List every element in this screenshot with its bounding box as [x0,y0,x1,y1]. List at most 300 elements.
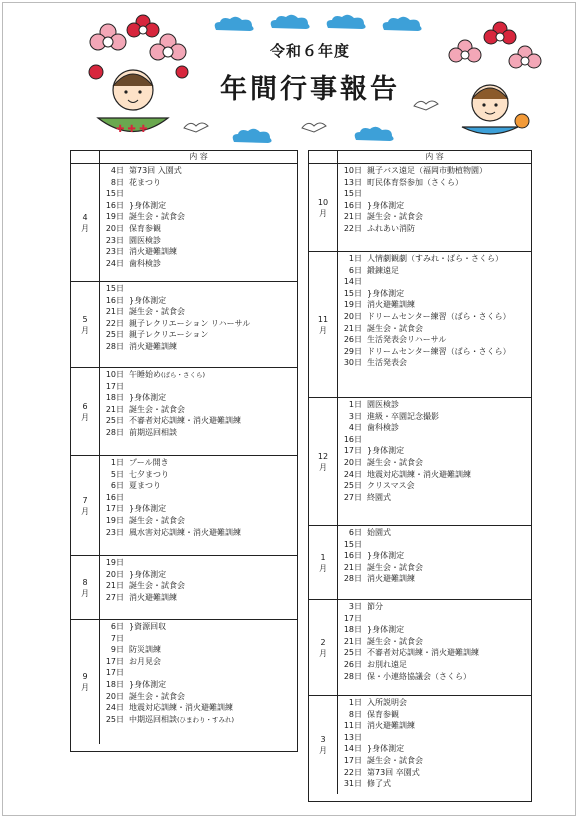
event-row [338,767,531,779]
event-text: 不審者対応訓練・消火避難訓練 [367,648,479,658]
event-text: 進級・卒園記念撮影 [367,411,439,421]
event-row [338,613,531,625]
event-text: 親子レクリエーション リハーサル [129,318,251,328]
month-label: 3 月 [309,696,338,794]
event-date: 15日 [105,284,124,293]
event-date: 21日 [343,562,362,572]
cloud-icon [378,14,426,34]
table-header: 内 容 [425,152,444,161]
event-row [100,258,297,270]
event-date: 19日 [105,212,124,222]
event-row [100,369,297,381]
event-row [338,732,531,744]
event-date: 21日 [105,307,124,317]
event-row [100,492,297,504]
event-date: 14日 [343,277,362,287]
event-date: 28日 [343,671,362,681]
event-date: 27日 [105,592,124,602]
event-date: 8日 [110,177,124,187]
month-label: 12 月 [309,398,338,525]
event-row [100,306,297,318]
event-row [338,165,531,177]
event-date: 28日 [343,574,362,584]
event-date: 10日 [343,166,362,175]
svg-text:✚ ✚ ✚: ✚ ✚ ✚ [116,124,148,135]
event-date: 20日 [343,311,362,321]
month-label: 10 月 [309,164,338,251]
event-date: 21日 [105,404,124,414]
event-list [338,526,531,599]
event-row [338,253,531,265]
event-row [100,580,297,592]
event-text [126,667,129,679]
month-block [309,696,531,794]
event-row [100,235,297,247]
month-block [71,456,297,556]
event-date: 19日 [105,558,124,567]
event-row [100,223,297,235]
event-text [126,381,129,393]
event-row [338,323,531,335]
event-text [126,633,129,645]
event-date: 9日 [110,645,124,655]
event-text: 節分 [367,602,383,611]
event-text: 七夕まつり [129,469,169,479]
event-text: 風水害対応訓練・消火避難訓練 [129,527,241,537]
event-text: 歯科検診 [367,423,399,433]
month-block [309,164,531,252]
bird-icon [182,118,210,136]
event-text: 誕生会・試食会 [129,581,185,591]
event-date: 26日 [343,335,362,345]
event-row [338,624,531,636]
event-date: 28日 [105,427,124,437]
event-row [100,457,297,469]
cloud-icon [210,14,258,34]
flower-icon [127,15,159,37]
event-row [338,188,531,200]
event-text: }身体測定 [367,551,405,561]
event-row [338,211,531,223]
month-block [309,600,531,696]
event-row [338,573,531,585]
flower-icon [449,40,481,62]
event-date: 17日 [343,755,362,765]
event-text: ドリームセンター練習（ばら・さくら） [367,346,511,356]
event-date: 25日 [343,648,362,658]
event-text: 夏まつり [129,481,161,491]
event-date: 22日 [343,767,362,777]
event-date: 21日 [343,636,362,646]
event-row [100,246,297,258]
event-row [100,381,297,393]
event-date: 15日 [343,288,362,298]
event-text: プール開き [129,458,169,467]
event-text: 地震対応訓練・消火避難訓練 [129,703,233,713]
event-date: 31日 [343,779,362,789]
event-row [100,177,297,189]
event-row [100,295,297,307]
event-row [338,539,531,551]
event-row [338,562,531,574]
month-block [309,398,531,526]
left-calendar-table [70,150,298,752]
event-row [100,633,297,645]
event-row [100,469,297,481]
bird-icon [300,118,328,136]
month-label: 7 月 [71,456,100,555]
event-text: 終園式 [367,492,391,502]
event-date: 17日 [105,656,124,666]
event-date: 15日 [343,539,362,549]
event-text [364,732,367,744]
event-list [100,164,297,281]
event-row [338,434,531,446]
event-row [338,469,531,481]
event-date: 23日 [105,247,124,257]
event-row [100,656,297,668]
event-text: 前期巡回相談 [129,427,177,437]
event-date: 4日 [110,166,124,175]
event-text: 消火避難訓練 [367,574,415,584]
event-text: 親子バス遠足（福岡市動植物園） [367,166,487,175]
event-date: 19日 [105,515,124,525]
event-text [364,188,367,200]
event-text: 花まつり [129,177,161,187]
event-list [338,600,531,695]
event-row [338,422,531,434]
event-text: }身体測定 [129,679,167,689]
event-row [100,679,297,691]
event-row [338,346,531,358]
month-block [309,252,531,398]
right-calendar-table [308,150,532,802]
event-date: 3日 [348,411,362,421]
cloud-icon [322,12,370,32]
event-date: 17日 [105,668,124,678]
event-date: 23日 [105,235,124,245]
event-text: 親子レクリエーション [129,330,209,340]
flower-icon [90,24,126,50]
event-text [364,434,367,446]
event-text: 消火避難訓練 [129,247,177,257]
event-date: 25日 [105,714,124,724]
event-list [338,398,531,525]
event-text: }身体測定 [129,393,167,403]
event-row [100,667,297,679]
event-text [364,613,367,625]
event-date: 1日 [348,254,362,263]
event-row [338,334,531,346]
event-text: 始園式 [367,528,391,537]
event-date: 24日 [343,469,362,479]
event-text: 不審者対応訓練・消火避難訓練 [129,416,241,426]
event-text: 鍛錬遠足 [367,265,399,275]
event-text: }身体測定 [129,295,167,305]
event-text: 消火避難訓練 [129,341,177,351]
event-date: 24日 [105,258,124,268]
event-date: 23日 [105,527,124,537]
event-text: }資源回収 [129,622,167,631]
event-text: 午睡始め(ばら・さくら) [129,370,206,379]
event-text: 園医検診 [129,235,161,245]
page-title: 年間行事報告 [220,74,400,105]
event-date: 25日 [343,481,362,491]
event-row [100,691,297,703]
event-row [338,527,531,539]
event-row [338,601,531,613]
event-row [100,621,297,633]
event-text: }身体測定 [129,200,167,210]
event-row [338,743,531,755]
event-text: 誕生会・試食会 [129,515,185,525]
flower-icon [509,46,541,68]
event-date: 27日 [343,492,362,502]
event-text [126,492,129,504]
event-row [338,480,531,492]
event-row [100,557,297,569]
event-row [100,644,297,656]
event-row [100,341,297,353]
event-date: 21日 [343,323,362,333]
event-text: 誕生会・試食会 [367,562,423,572]
event-text [126,283,129,295]
event-row [100,503,297,515]
event-text: 消火避難訓練 [129,592,177,602]
event-row [338,299,531,311]
event-text: 地震対応訓練・消火避難訓練 [367,469,471,479]
event-text: 誕生会・試食会 [367,212,423,222]
event-date: 1日 [348,400,362,409]
event-date: 17日 [343,613,362,623]
flower-icon [484,22,516,44]
event-date: 22日 [343,223,362,233]
event-date: 1日 [348,698,362,707]
event-list [100,282,297,367]
event-date: 16日 [105,200,124,210]
event-text: }身体測定 [367,744,405,754]
event-row [100,714,297,726]
event-text: }身体測定 [367,625,405,635]
event-text: 誕生会・試食会 [129,404,185,414]
event-text: 誕生会・試食会 [129,212,185,222]
event-date: 20日 [105,691,124,701]
event-text: 誕生会・試食会 [367,755,423,765]
event-row [100,480,297,492]
cloud-icon [350,124,398,144]
event-row [338,223,531,235]
event-row [338,276,531,288]
flower-icon [150,34,186,60]
event-note: (ばら・さくら) [161,371,206,379]
event-date: 6日 [110,481,124,491]
cloud-icon [266,12,314,32]
event-date: 3日 [348,602,362,611]
event-text: 修了式 [367,779,391,789]
event-date: 4日 [348,423,362,433]
event-date: 25日 [105,330,124,340]
event-row [338,288,531,300]
event-list [338,252,531,397]
event-row [100,569,297,581]
event-text: 防災訓練 [129,645,161,655]
month-label: 9 月 [71,620,100,744]
event-row [100,702,297,714]
event-text: 保育参観 [367,709,399,719]
table-header-row [71,151,297,164]
event-date: 16日 [105,295,124,305]
event-list [338,696,531,794]
event-text: 町民体育祭参加（さくら） [367,177,463,187]
event-text: ドリームセンター練習（ばら・さくら） [367,311,511,321]
event-row [100,165,297,177]
event-row [338,200,531,212]
event-date: 17日 [105,504,124,514]
event-row [338,177,531,189]
month-block [71,620,297,744]
event-date: 20日 [105,569,124,579]
month-block [71,368,297,456]
event-text: 誕生会・試食会 [129,307,185,317]
event-date: 14日 [343,744,362,754]
event-text: }身体測定 [129,504,167,514]
event-date: 26日 [343,659,362,669]
event-text: 歯科検診 [129,258,161,268]
event-date: 13日 [343,177,362,187]
event-text [126,188,129,200]
event-date: 29日 [343,346,362,356]
event-row [100,527,297,539]
event-note: (ひまわり・すみれ) [177,715,235,724]
month-label: 8 月 [71,556,100,619]
event-text: }身体測定 [129,569,167,579]
event-date: 17日 [105,381,124,391]
event-row [338,647,531,659]
event-text: クリスマス会 [367,481,415,491]
event-text: お別れ遠足 [367,659,407,669]
event-row [338,357,531,369]
event-date: 6日 [348,528,362,537]
event-row [338,457,531,469]
event-text: 人情劇観劇（すみれ・ばら・さくら） [367,254,503,263]
event-row [100,415,297,427]
event-row [338,550,531,562]
month-label: 11 月 [309,252,338,397]
event-text: 生活発表会 [367,358,407,368]
boy-balloon-illustration [440,15,550,140]
month-label: 6 月 [71,368,100,455]
event-list [100,456,297,555]
event-row [100,283,297,295]
month-label: 1 月 [309,526,338,599]
event-row [100,188,297,200]
event-text [364,276,367,288]
event-text: お月見会 [129,656,161,666]
event-date: 18日 [105,393,124,403]
event-text: 消火避難訓練 [367,721,415,731]
event-date: 16日 [343,434,362,444]
month-block [309,526,531,600]
event-date: 8日 [348,709,362,719]
month-label: 5 月 [71,282,100,367]
event-row [100,329,297,341]
month-label: 2 月 [309,600,338,695]
event-text: 入所説明会 [367,698,407,707]
event-row [100,404,297,416]
event-list [100,556,297,619]
event-row [338,399,531,411]
event-date: 16日 [105,492,124,502]
event-row [338,697,531,709]
table-header: 内 容 [189,152,208,161]
event-row [338,671,531,683]
event-date: 18日 [105,679,124,689]
event-text: }身体測定 [367,288,405,298]
event-text: 第73回 卒園式 [367,767,420,777]
event-date: 7日 [110,633,124,643]
event-text: }身体測定 [367,200,405,210]
event-row [100,392,297,404]
event-row [100,211,297,223]
event-date: 20日 [343,457,362,467]
event-list [100,620,297,744]
event-list [338,164,531,251]
title-block [210,40,410,106]
page-subtitle: 令和６年度 [269,42,350,60]
event-text [126,557,129,569]
event-date: 28日 [105,341,124,351]
event-row [338,709,531,721]
event-row [338,659,531,671]
event-date: 21日 [105,581,124,591]
event-text: ふれあい消防 [367,223,415,233]
event-date: 16日 [343,200,362,210]
event-row [100,515,297,527]
event-row [338,265,531,277]
event-date: 6日 [110,622,124,631]
event-row [338,636,531,648]
event-date: 30日 [343,358,362,368]
event-text: 消火避難訓練 [367,300,415,310]
event-row [100,592,297,604]
event-text: 中期巡回相談(ひまわり・すみれ) [129,714,235,724]
event-date: 15日 [105,189,124,199]
event-date: 24日 [105,703,124,713]
table-header-row [309,151,531,164]
bird-icon [412,96,440,114]
event-text: 誕生会・試食会 [367,636,423,646]
event-date: 22日 [105,318,124,328]
event-date: 15日 [343,189,362,199]
event-text: 園医検診 [367,400,399,409]
event-date: 16日 [343,551,362,561]
event-text: 誕生会・試食会 [367,323,423,333]
month-label: 4 月 [71,164,100,281]
event-row [100,200,297,212]
event-date: 5日 [110,469,124,479]
event-row [100,427,297,439]
event-row [338,311,531,323]
event-row [338,755,531,767]
month-block [71,282,297,368]
event-text: 保育参観 [129,223,161,233]
event-text: 誕生会・試食会 [367,457,423,467]
month-block [71,556,297,620]
event-row [338,492,531,504]
event-date: 1日 [110,458,124,467]
cloud-icon [228,126,276,146]
event-text: 保・小連絡協議会（さくら） [367,671,471,681]
